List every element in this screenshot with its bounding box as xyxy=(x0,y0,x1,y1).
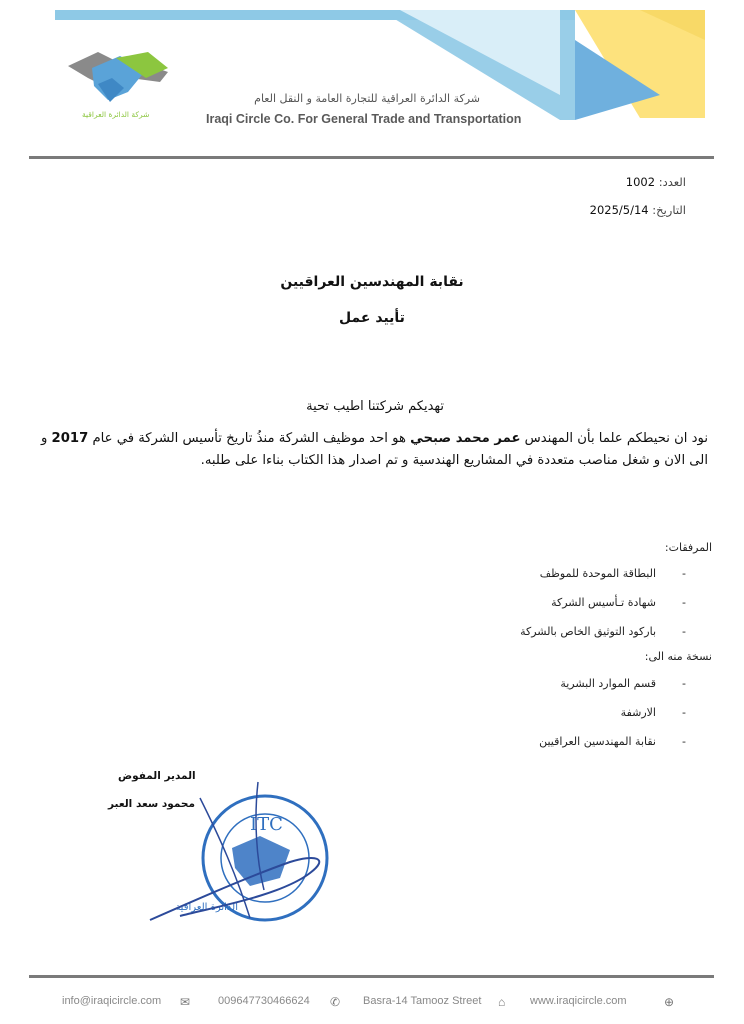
attachment-text: البطاقة الموحدة للموظف xyxy=(539,567,656,580)
attachment-text: باركود التوثيق الخاص بالشركة xyxy=(520,625,656,638)
list-item: -قسم الموارد البشرية xyxy=(560,677,686,690)
handshake-logo xyxy=(68,52,168,102)
copy-recipient-text: قسم الموارد البشرية xyxy=(560,677,656,690)
attachments-label: المرفقات: xyxy=(664,541,712,554)
copies-label: نسخة منه الى: xyxy=(644,650,712,663)
attachments-list xyxy=(520,567,686,654)
letter-date xyxy=(590,203,686,217)
letter-body xyxy=(36,428,708,472)
footer-email[interactable]: info@iraqicircle.com xyxy=(62,995,162,1007)
number-value: 1002 xyxy=(625,175,656,189)
stamp-text: ITC xyxy=(250,814,283,835)
company-name-english: Iraqi Circle Co. For General Trade and Transportation xyxy=(206,112,522,126)
list-item: -البطاقة الموحدة للموظف xyxy=(539,567,686,580)
list-item: -شهادة تـأسيس الشركة xyxy=(551,596,686,609)
phone-icon: ✆ xyxy=(330,995,341,1009)
date-value: 2025/5/14 xyxy=(589,203,649,217)
body-line-2: الى الان و شغل مناصب متعددة في المشاريع الهندسية و تم اصدار هذا الكتاب بناءا على طلبه. xyxy=(200,453,708,468)
home-icon: ⌂ xyxy=(498,995,506,1009)
footer-address: Basra-14 Tamooz Street xyxy=(363,995,482,1007)
header-divider xyxy=(29,156,714,159)
list-item: -باركود التوثيق الخاص بالشركة xyxy=(520,625,686,638)
company-stamp xyxy=(140,778,340,938)
copy-recipient-text: الارشفة xyxy=(620,706,656,719)
subject-title: تأييد عمل xyxy=(339,310,405,326)
logo-caption: شركة الدائرة العراقية xyxy=(82,110,150,119)
signatory-role: المدير المفوض xyxy=(118,770,196,782)
date-label: التاريخ: xyxy=(652,203,686,217)
copy-recipient-text: نقابة المهندسين العراقيين xyxy=(539,735,656,748)
body-text-segment: نود ان نحيطكم علما بأن المهندس xyxy=(520,431,708,446)
body-text-segment: هو احد موظيف الشركة منذُ تاريخ تأسيس الشركة في عام xyxy=(88,431,411,446)
footer-phone[interactable]: 009647730466624 xyxy=(218,995,310,1007)
globe-icon: ⊕ xyxy=(664,995,675,1009)
company-name-arabic: شركة الدائرة العراقية للتجارة العامة و النقل العام xyxy=(254,92,480,105)
attachment-text: شهادة تـأسيس الشركة xyxy=(551,596,656,609)
letter-number xyxy=(626,175,686,189)
founding-year: 2017 xyxy=(51,431,89,446)
body-text-segment: و xyxy=(40,431,52,446)
employee-name: عمر محمد صبحي xyxy=(410,431,521,446)
list-item: -الارشفة xyxy=(620,706,686,719)
footer-divider xyxy=(29,975,714,978)
body-line-1 xyxy=(36,428,708,450)
signatory-name: محمود سعد العبر xyxy=(108,798,195,810)
stamp-ring-text: الدائرة العراقية xyxy=(175,902,238,913)
footer xyxy=(30,995,690,1015)
number-label: العدد: xyxy=(658,175,686,189)
footer-website[interactable]: www.iraqicircle.com xyxy=(530,995,627,1007)
copies-list xyxy=(539,677,686,764)
recipient-title: نقابة المهندسين العراقيين xyxy=(280,274,464,290)
list-item: -نقابة المهندسين العراقيين xyxy=(539,735,686,748)
greeting: تهديكم شركتنا اطيب تحية xyxy=(306,399,444,414)
envelope-icon: ✉ xyxy=(180,995,191,1009)
